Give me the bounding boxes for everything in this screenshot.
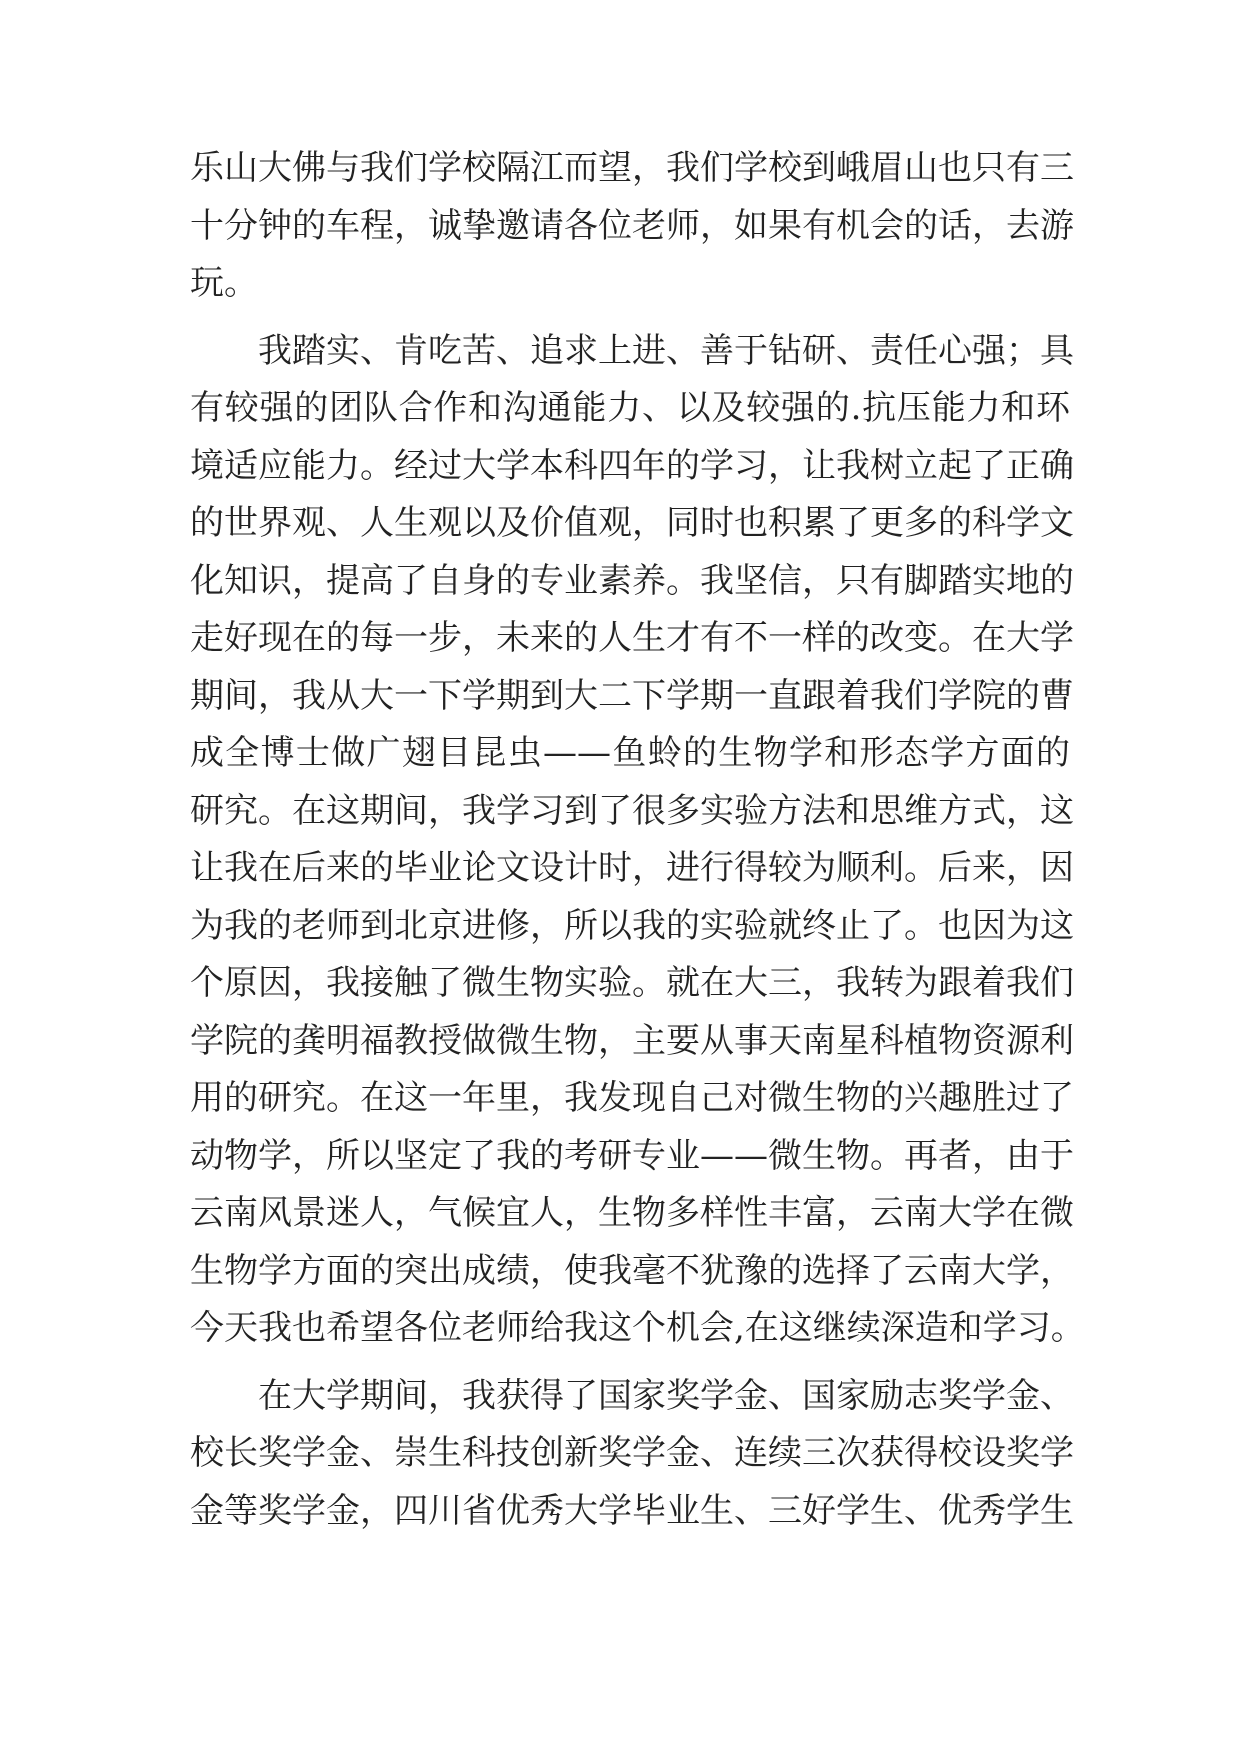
paragraph-1 xyxy=(190,140,1074,313)
text-line: 期间，我从大一下学期到大二下学期一直跟着我们学院的曹 xyxy=(190,675,1074,716)
text-line: 境适应能力。经过大学本科四年的学习，让我树立起了正确 xyxy=(190,445,1074,486)
text-line: 个原因，我接触了微生物实验。就在大三，我转为跟着我们 xyxy=(190,963,1074,1003)
text-line: 学院的龚明福教授做微生物，主要从事天南星科植物资源利 xyxy=(190,1020,1074,1061)
text-line: 研究。在这期间，我学习到了很多实验方法和思维方式，这 xyxy=(190,790,1074,831)
text-line: 让我在后来的毕业论文设计时，进行得较为顺利。后来，因 xyxy=(190,848,1074,888)
document-body xyxy=(190,140,1085,1540)
text-line: 为我的老师到北京进修，所以我的实验就终止了。也因为这 xyxy=(190,905,1074,946)
paragraph-spacer xyxy=(190,1358,1070,1368)
text-line: 玩。 xyxy=(190,263,258,303)
paragraph-2 xyxy=(190,323,1085,1358)
paragraph-spacer xyxy=(190,313,1070,323)
text-line: 金等奖学金，四川省优秀大学毕业生、三好学生、优秀学生 xyxy=(190,1490,1074,1531)
text-line: 在大学期间，我获得了国家奖学金、国家励志奖学金、 xyxy=(258,1375,1074,1416)
text-line: 走好现在的每一步，未来的人生才有不一样的改变。在大学 xyxy=(190,618,1074,658)
text-line: 云南风景迷人，气候宜人，生物多样性丰富，云南大学在微 xyxy=(190,1193,1074,1233)
text-line: 乐山大佛与我们学校隔江而望，我们学校到峨眉山也只有三 xyxy=(190,148,1074,188)
text-line: 生物学方面的突出成绩，使我毫不犹豫的选择了云南大学， xyxy=(190,1250,1074,1291)
text-line: 十分钟的车程，诚挚邀请各位老师，如果有机会的话，去游 xyxy=(190,205,1074,246)
text-line: 成全博士做广翅目昆虫——鱼蛉的生物学和形态学方面的 xyxy=(190,733,1070,773)
text-line: 今天我也希望各位老师给我这个机会,在这继续深造和学习。 xyxy=(190,1308,1085,1348)
text-line: 化知识，提高了自身的专业素养。我坚信，只有脚踏实地的 xyxy=(190,560,1074,601)
text-line: 的世界观、人生观以及价值观，同时也积累了更多的科学文 xyxy=(190,503,1074,543)
text-line: 动物学，所以坚定了我的考研专业——微生物。再者，由于 xyxy=(190,1135,1074,1176)
paragraph-3 xyxy=(190,1368,1074,1541)
text-line: 用的研究。在这一年里，我发现自己对微生物的兴趣胜过了 xyxy=(190,1078,1074,1118)
text-line: 我踏实、肯吃苦、追求上进、善于钻研、责任心强；具 xyxy=(258,330,1074,371)
text-line: 校长奖学金、崇生科技创新奖学金、连续三次获得校设奖学 xyxy=(190,1433,1074,1473)
text-line: 有较强的团队合作和沟通能力、以及较强的.抗压能力和环 xyxy=(190,388,1070,428)
